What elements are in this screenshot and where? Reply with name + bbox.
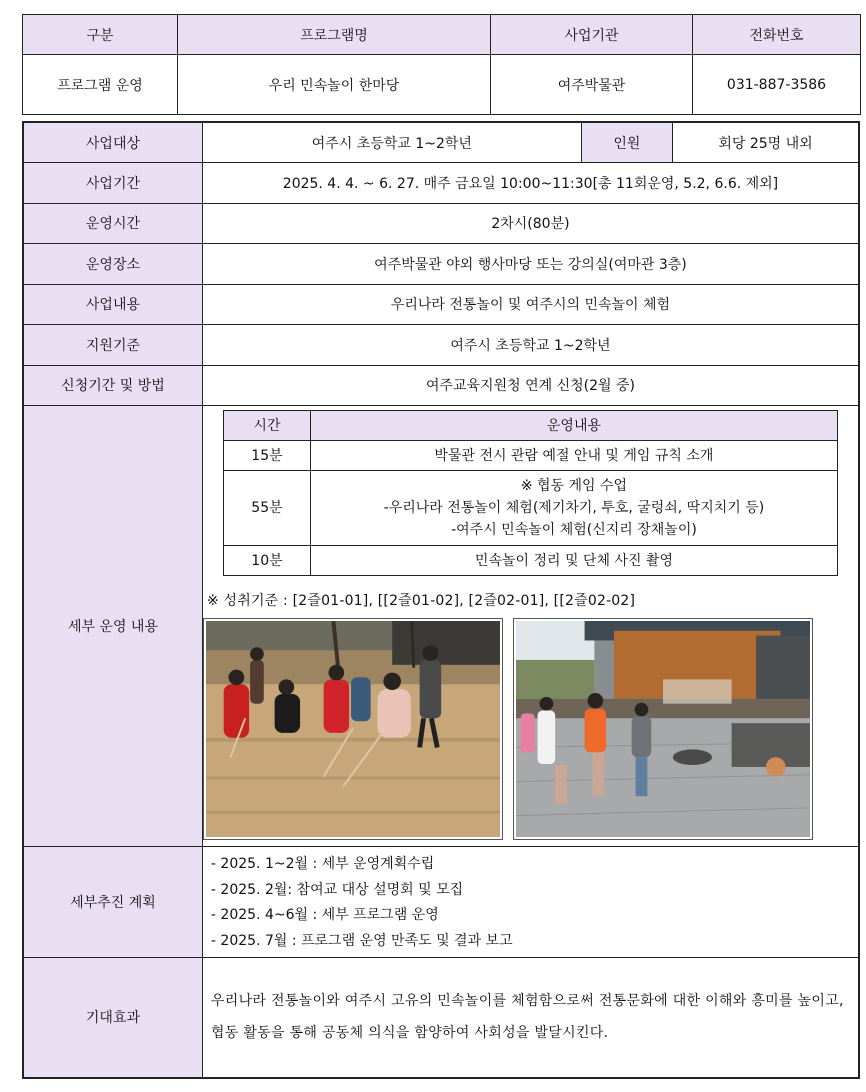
list-item: - 2025. 1~2월 : 세부 운영계획수립	[210, 856, 435, 872]
value-phone: 031-887-3586	[693, 55, 861, 115]
achievement-criteria: ※ 성취기준 : [2즐01-01], [[2즐01-02], [2즐02-01], [[2즐02-02]	[206, 592, 636, 609]
table-row	[223, 470, 837, 545]
schedule-header-time: 시간	[223, 410, 310, 440]
list-item: - 2025. 2월: 참여교 대상 설명회 및 모집	[210, 881, 464, 898]
people-value: 회당 25명 내외	[673, 122, 859, 163]
place-label: 운영장소	[23, 244, 202, 285]
header-category: 구분	[23, 15, 178, 55]
activity-photo-courtyard	[513, 618, 813, 840]
plan-label: 세부추진 계획	[23, 847, 202, 958]
header-phone: 전화번호	[693, 15, 861, 55]
schedule-time: 15분	[223, 440, 310, 470]
plan-list	[202, 847, 859, 958]
list-item: - 2025. 7월 : 프로그램 운영 만족도 및 결과 보고	[210, 932, 513, 949]
target-label: 사업대상	[23, 122, 202, 163]
detail-content	[202, 406, 859, 847]
schedule-line: -우리나라 전통놀이 체험(제기차기, 투호, 굴렁쇠, 딱지치기 등)	[383, 499, 765, 516]
content-label: 사업내용	[23, 284, 202, 325]
photo-gallery	[203, 618, 858, 840]
target-value: 여주시 초등학교 1~2학년	[202, 122, 581, 163]
header-program-name: 프로그램명	[178, 15, 491, 55]
schedule-table	[223, 410, 838, 576]
detail-label: 세부 운영 내용	[23, 406, 202, 847]
schedule-line: 민속놀이 정리 및 단체 사진 촬영	[474, 553, 673, 569]
activity-photo-field	[203, 618, 503, 840]
table-row	[223, 440, 837, 470]
schedule-content	[310, 545, 837, 575]
value-organization: 여주박물관	[491, 55, 693, 115]
schedule-content	[310, 440, 837, 470]
schedule-time: 55분	[223, 470, 310, 545]
content-value: 우리나라 전통놀이 및 여주시의 민속놀이 체험	[202, 284, 859, 325]
time-label: 운영시간	[23, 203, 202, 244]
period-label: 사업기간	[23, 163, 202, 204]
people-label: 인원	[581, 122, 672, 163]
program-summary-table	[22, 14, 861, 115]
support-value: 여주시 초등학교 1~2학년	[202, 325, 859, 366]
schedule-line: ※ 협동 게임 수업	[520, 477, 628, 494]
schedule-header-content: 운영내용	[310, 410, 837, 440]
schedule-line: 박물관 전시 관람 예절 안내 및 게임 규칙 소개	[434, 448, 714, 464]
header-organization: 사업기관	[491, 15, 693, 55]
table-row	[223, 545, 837, 575]
support-label: 지원기준	[23, 325, 202, 366]
place-value: 여주박물관 야외 행사마당 또는 강의실(여마관 3층)	[202, 244, 859, 285]
apply-value: 여주교육지원청 연계 신청(2월 중)	[202, 365, 859, 406]
list-item: - 2025. 4~6월 : 세부 프로그램 운영	[210, 907, 439, 923]
program-detail-table	[22, 121, 860, 1079]
period-value: 2025. 4. 4. ~ 6. 27. 매주 금요일 10:00~11:30[총 11회운영, 5.2, 6.6. 제외]	[202, 163, 859, 204]
time-value: 2차시(80분)	[202, 203, 859, 244]
effect-value: 우리나라 전통놀이와 여주시 고유의 민속놀이를 체험함으로써 전통문화에 대한 이해와 흥미를 높이고, 협동 활동을 통해 공동체 의식을 함양하여 사회성을 발달시킨다.	[202, 958, 859, 1078]
schedule-line: -여주시 민속놀이 체험(신지리 장채놀이)	[451, 521, 697, 538]
schedule-content	[310, 470, 837, 545]
apply-label: 신청기간 및 방법	[23, 365, 202, 406]
value-program-name: 우리 민속놀이 한마당	[178, 55, 491, 115]
effect-label: 기대효과	[23, 958, 202, 1078]
value-category: 프로그램 운영	[23, 55, 178, 115]
schedule-time: 10분	[223, 545, 310, 575]
